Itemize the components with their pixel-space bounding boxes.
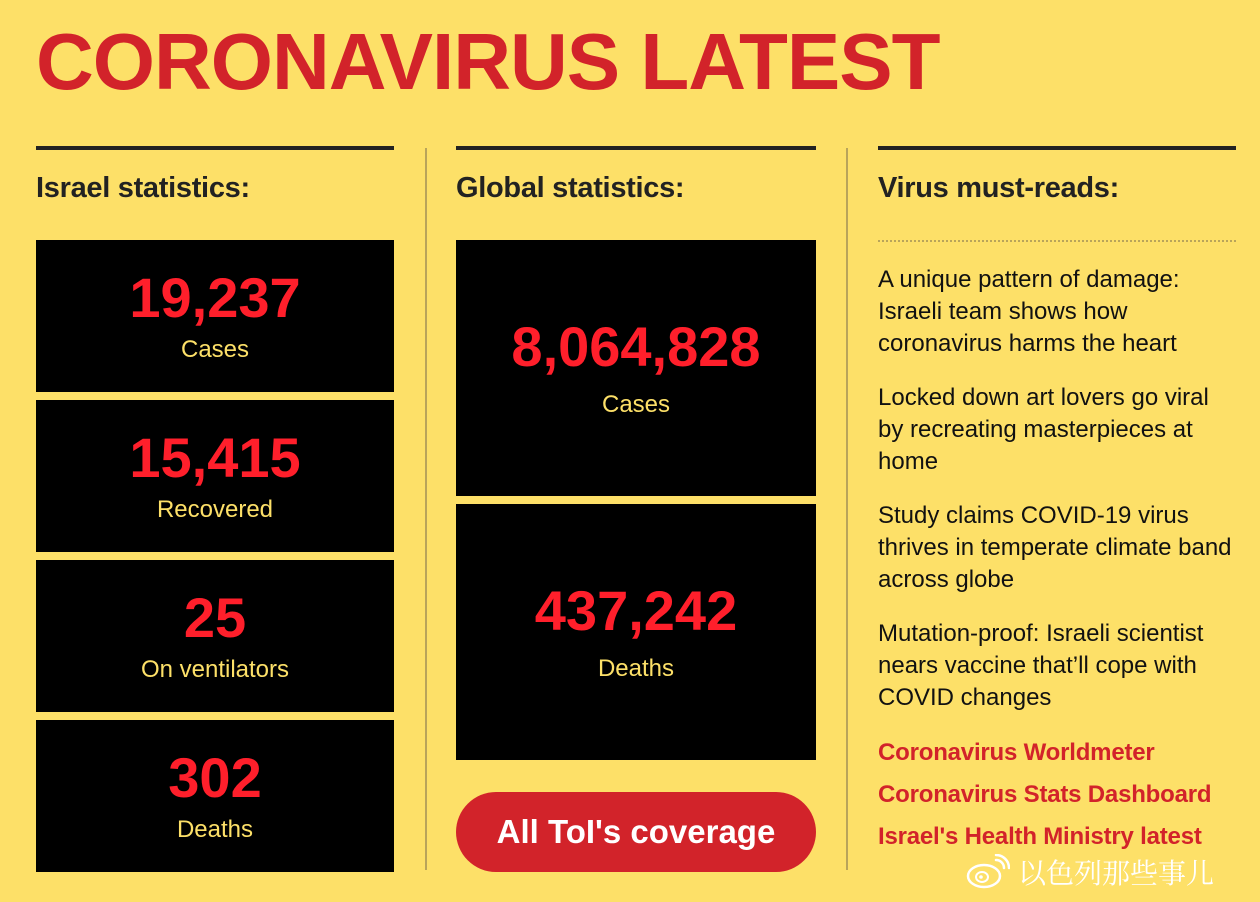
all-toi-coverage-button[interactable]: All ToI's coverage xyxy=(456,792,816,872)
israel-deaths-value: 302 xyxy=(168,746,262,809)
column-rule-global xyxy=(456,146,816,150)
article-link[interactable]: Mutation-proof: Israeli scientist nears vaccine that’ll cope with COVID changes xyxy=(878,620,1204,711)
global-cases-card xyxy=(456,240,816,496)
external-links xyxy=(878,737,1248,863)
israel-ventilators-value: 25 xyxy=(183,586,247,649)
israel-deaths-label: Deaths xyxy=(176,816,254,843)
israel-recovered-label: Recovered xyxy=(156,496,274,523)
global-deaths-card xyxy=(456,504,816,760)
article-link[interactable]: Study claims COVID-19 virus thrives in temperate climate band across globe xyxy=(878,502,1232,593)
column-rule-must-reads xyxy=(878,146,1236,150)
stats-dashboard-link[interactable]: Coronavirus Stats Dashboard xyxy=(878,781,1212,808)
israel-cases-card xyxy=(36,240,394,392)
watermark xyxy=(966,852,1214,892)
weibo-logo-icon xyxy=(966,854,1010,890)
column-divider xyxy=(425,148,427,870)
page-title: CORONAVIRUS LATEST xyxy=(36,17,940,106)
article-link[interactable]: A unique pattern of damage: Israeli team shows how coronavirus harms the heart xyxy=(878,266,1180,357)
israel-ventilators-label: On ventilators xyxy=(140,656,290,683)
global-cases-value: 8,064,828 xyxy=(511,315,761,378)
column-divider xyxy=(846,148,848,870)
must-reads-heading: Virus must-reads: xyxy=(878,172,1119,204)
global-deaths-label: Deaths xyxy=(597,655,675,682)
global-stats-heading: Global statistics: xyxy=(456,172,685,204)
israel-cases-value: 19,237 xyxy=(129,266,301,329)
israel-cases-label: Cases xyxy=(180,336,250,363)
must-reads-list xyxy=(878,264,1238,736)
israel-stats-heading: Israel statistics: xyxy=(36,172,250,204)
israel-recovered-value: 15,415 xyxy=(129,426,301,489)
column-rule-israel xyxy=(36,146,394,150)
watermark-text: 以色列那些事儿 xyxy=(1018,858,1215,889)
worldmeter-link[interactable]: Coronavirus Worldmeter xyxy=(878,739,1155,766)
israel-recovered-card xyxy=(36,400,394,552)
global-cases-label: Cases xyxy=(601,391,671,418)
health-ministry-link[interactable]: Israel's Health Ministry latest xyxy=(878,823,1202,850)
dotted-divider xyxy=(878,240,1236,242)
israel-deaths-card xyxy=(36,720,394,872)
global-deaths-value: 437,242 xyxy=(534,579,738,642)
article-link[interactable]: Locked down art lovers go viral by recreating masterpieces at home xyxy=(878,384,1209,475)
israel-ventilators-card xyxy=(36,560,394,712)
